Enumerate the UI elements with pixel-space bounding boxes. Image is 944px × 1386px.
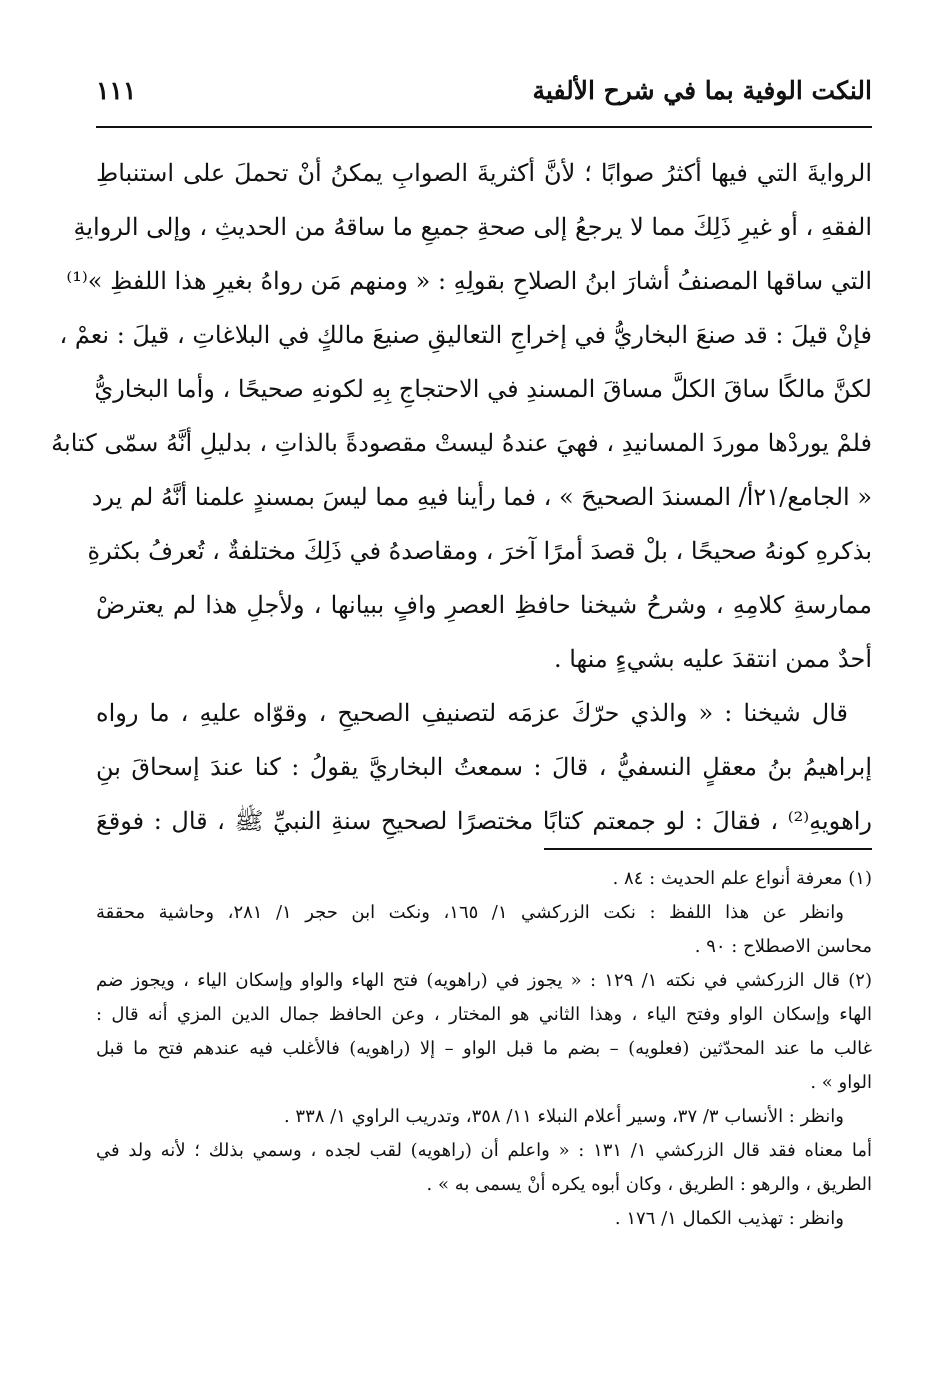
body-line: فإنْ قيلَ : قد صنعَ البخاريُّ في إخراجِ التعاليقِ صنيعَ مالكٍ في البلاغاتِ ، قيلَ : نعمْ ، — [59, 321, 872, 349]
page-number: ١١١ — [96, 76, 137, 105]
footnote-line: الطريق ، والرهو : الطريق ، وكان أبوه يكره أنْ يسمى به » . — [426, 1174, 872, 1195]
footnote-line: الهاء وإسكان الواو وفتح الياء ، وهذا الثاني هو المختار ، وعن الحافظ جمال الدين المزي أنه قال : — [96, 1004, 872, 1025]
body-line: الفقهِ ، أو غيرِ ذَلِكَ مما لا يرجعُ إلى صحةِ جميعِ ما ساقهُ من الحديثِ ، وإلى الروايةِ — [73, 213, 872, 241]
body-line: ممارسةِ كلامِهِ ، وشرحُ شيخنا حافظِ العصرِ وافٍ ببيانها ، ولأجلِ هذا لم يعترضْ — [96, 591, 872, 619]
main-text — [51, 146, 873, 848]
running-header — [96, 72, 872, 118]
header-rule — [96, 126, 872, 128]
footnote-separator — [544, 848, 872, 850]
body-line: فلمْ يوردْها موردَ المسانيدِ ، فهيَ عندهُ ليستْ مقصودةً بالذاتِ ، بدليلِ أنَّهُ سمّى كتابهُ — [51, 429, 872, 457]
body-line: لكنَّ مالكًا ساقَ الكلَّ مساقَ المسندِ في الاحتجاجِ بِهِ لكونهِ صحيحًا ، وأما البخاريُّ — [94, 375, 872, 403]
body-line: إبراهيمُ بنُ معقلٍ النسفيُّ ، قالَ : سمعتُ البخاريَّ يقولُ : كنا عندَ إسحاقَ بنِ — [96, 753, 873, 781]
footnote-line: (١) معرفة أنواع علم الحديث : ٨٤ . — [612, 868, 872, 889]
footnote-line: محاسن الاصطلاح : ٩٠ . — [694, 936, 872, 957]
body-line: « الجامع/٢١أ/ المسندَ الصحيحَ » ، فما رأينا فيهِ مما ليسَ بمسندٍ علمنا أنَّهُ لم يرد — [91, 483, 872, 511]
footnote-line: (٢) قال الزركشي في نكته ١/ ١٢٩ : « يجوز في (راهويه) فتح الهاء والواو وإسكان الياء ، ويجوز ضم — [96, 970, 872, 991]
footnote-line: أما معناه فقد قال الزركشي ١/ ١٣١ : « واعلم أن (راهويه) لقب لجده ، وسمي بذلك ؛ لأنه ولد في — [96, 1140, 872, 1161]
body-line: أحدٌ ممن انتقدَ عليه بشيءٍ منها . — [553, 645, 872, 673]
footnote-line: غالب ما عند المحدّثين (فعلويه) – بضم ما قبل الواو – إلا (راهويه) فالأغلب فيه عندهم فتح ما قبل — [96, 1038, 872, 1059]
body-line: التي ساقها المصنفُ أشارَ ابنُ الصلاحِ بقولِهِ : « ومنهم مَن رواهُ بغيرِ هذا اللفظِ »⁽¹⁾ — [66, 267, 872, 295]
body-line: بذكرهِ كونهُ صحيحًا ، بلْ قصدَ أمرًا آخرَ ، ومقاصدهُ في ذَلِكَ مختلفةٌ ، تُعرفُ بكثرةِ — [87, 537, 872, 565]
footnote-line: وانظر : تهذيب الكمال ١/ ١٧٦ . — [614, 1208, 844, 1229]
body-line: الروايةَ التي فيها أكثرُ صوابًا ؛ لأنَّ أكثريةَ الصوابِ يمكنُ أنْ تحملَ على استنباطِ — [96, 159, 872, 187]
footnote-line: الواو » . — [810, 1072, 872, 1093]
footnote-line: وانظر عن هذا اللفظ : نكت الزركشي ١/ ١٦٥، ونكت ابن حجر ١/ ٢٨١، وحاشية محققة — [96, 902, 844, 923]
body-line: قال شيخنا : « والذي حرّكَ عزمَه لتصنيفِ الصحيحِ ، وقوّاه عليهِ ، ما رواه — [96, 699, 848, 727]
header-title: النكت الوفية بما في شرح الألفية — [532, 76, 872, 105]
footnotes — [96, 862, 872, 1236]
body-line: راهويهِ⁽²⁾ ، فقالَ : لو جمعتم كتابًا مختصرًا لصحيحِ سنةِ النبيِّ ﷺ ، قال : فوقعَ — [96, 807, 872, 835]
footnote-line: وانظر : الأنساب ٣/ ٣٧، وسير أعلام النبلاء ١١/ ٣٥٨، وتدريب الراوي ١/ ٣٣٨ . — [283, 1106, 844, 1127]
